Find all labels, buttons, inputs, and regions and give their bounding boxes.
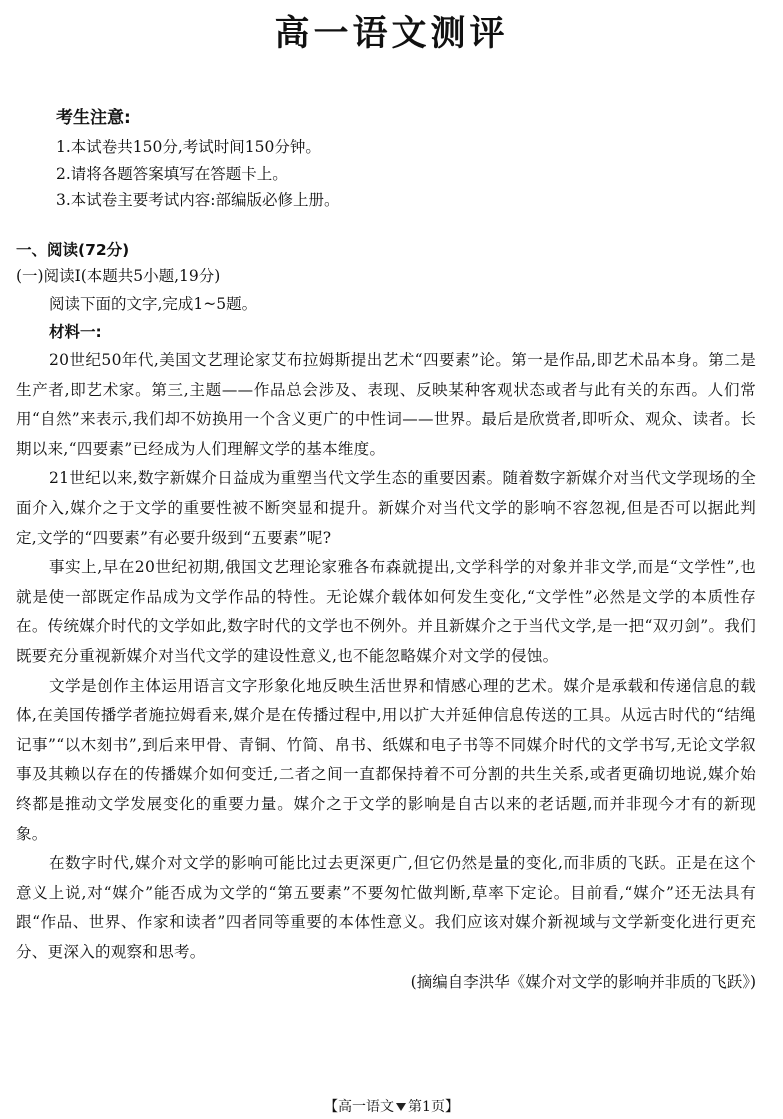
triangle-down-icon bbox=[396, 1103, 406, 1111]
notice-item: 3.本试卷主要考试内容:部编版必修上册。 bbox=[56, 191, 340, 209]
part-heading: 一、阅读(72分) bbox=[16, 241, 130, 259]
reading-section bbox=[16, 238, 756, 997]
notice-item: 2.请将各题答案填写在答题卡上。 bbox=[56, 164, 288, 183]
footer-right-bracket: 】 bbox=[444, 1099, 459, 1115]
notice-item: 1.本试卷共150分,考试时间150分钟。 bbox=[56, 138, 321, 156]
material-paragraph: 20世纪50年代,美国文艺理论家艾布拉姆斯提出艺术“四要素”论。第一是作品,即艺术品本身。第二是生产者,即艺术家。第三,主题——作品总会涉及、表现、反映某种客观状态或者与此有关的东西。人们常用“自然”来表示,我们却不妨换用一个含义更广的中性词——世界。最后是欣赏者,即听众、观众、读者。长期以来,“四要素”已经成为人们理解文学的基本维度。 bbox=[16, 351, 756, 458]
candidate-notice bbox=[56, 106, 736, 214]
material-paragraph: 在数字时代,媒介对文学的影响可能比过去更深更广,但它仍然是量的变化,而非质的飞跃。正是在这个意义上说,对“媒介”能否成为文学的“第五要素”不要匆忙做判断,草率下定论。目前看,“媒介”还无法具有跟“作品、世界、作家和读者”四者同等重要的本体性意义。我们应该对媒介新视域与文学新变化进行更充分、更深入的观察和思考。 bbox=[16, 854, 756, 961]
instruction-text: 阅读下面的文字,完成1~5题。 bbox=[49, 295, 258, 313]
footer-left-bracket: 【 bbox=[324, 1099, 339, 1115]
notice-list bbox=[56, 134, 736, 214]
source-citation: (摘编自李洪华《媒介对文学的影响并非质的飞跃》) bbox=[410, 973, 756, 992]
sub-heading: (一)阅读Ⅰ(本题共5小题,19分) bbox=[16, 267, 221, 285]
page-footer bbox=[0, 1098, 783, 1116]
material-paragraph: 事实上,早在20世纪初期,俄国文艺理论家雅各布森就提出,文学科学的对象并非文学,而是“文学性”,也就是使一部既定作品成为文学作品的特性。无论媒介载体如何发生变化,“文学性”必然是文学的本质性存在。传统媒介时代的文学如此,数字时代的文学也不例外。并且新媒介之于当代文学,是一把“双刃剑”。我们既要充分重视新媒介对当代文学的建设性意义,也不能忽略媒介对文学的侵蚀。 bbox=[16, 558, 756, 665]
notice-heading: 考生注意: bbox=[56, 108, 131, 128]
material-paragraph: 21世纪以来,数字新媒介日益成为重塑当代文学生态的重要因素。随着数字新媒介对当代文学现场的全面介入,媒介之于文学的重要性被不断突显和提升。新媒介对当代文学的影响不容忽视,但是否可以据此判定,文学的“四要素”有必要升级到“五要素”呢? bbox=[16, 469, 756, 547]
material-paragraph: 文学是创作主体运用语言文字形象化地反映生活世界和情感心理的艺术。媒介是承载和传递信息的载体,在美国传播学者施拉姆看来,媒介是在传播过程中,用以扩大并延伸信息传送的工具。从远古时代的“结绳记事”“以木刻书”,到后来甲骨、青铜、竹简、帛书、纸媒和电子书等不同媒介时代的文学书写,无论文学叙事及其赖以存在的传播媒介如何变迁,二者之间一直都保持着不可分割的共生关系,或者更确切地说,媒介始终都是推动文学发展变化的重要力量。媒介之于文学的影响是自古以来的老话题,而并非现今才有的新现象。 bbox=[16, 676, 756, 843]
material-label: 材料一: bbox=[49, 323, 102, 341]
page-title: 高一语文测评 bbox=[274, 14, 509, 54]
footer-subject: 高一语文 bbox=[338, 1099, 395, 1115]
footer-page-number: 第1页 bbox=[408, 1099, 445, 1115]
